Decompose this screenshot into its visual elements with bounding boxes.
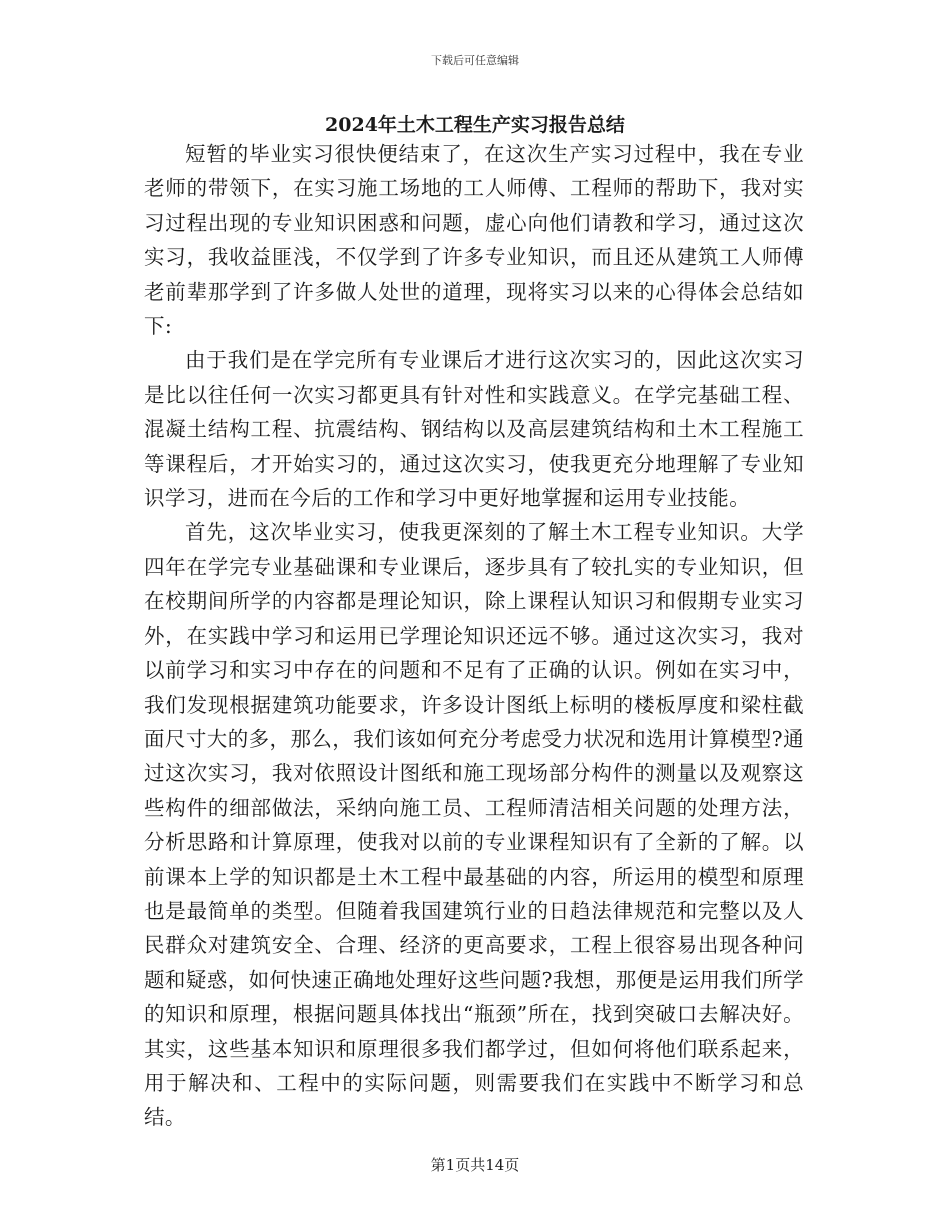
paragraph-2: 由于我们是在学完所有专业课后才进行这次实习的，因此这次实习是比以往任何一次实习都更具有针对性和实践意义。在学完基础工程、混凝土结构工程、抗震结构、钢结构以及高层建筑结构和土木工程施工等课程后，才开始实习的，通过这次实习，使我更充分地理解了专业知识学习，进而在今后的工作和学习中更好地掌握和运用专业技能。 xyxy=(144,348,804,511)
paragraph-1: 短暂的毕业实习很快便结束了，在这次生产实习过程中，我在专业老师的带领下，在实习施工场地的工人师傅、工程师的帮助下，我对实习过程出现的专业知识困惑和问题，虚心向他们请教和学习，通过这次实习，我收益匪浅，不仅学到了许多专业知识，而且还从建筑工人师傅老前辈那学到了许多做人处世的道理，现将实习以来的心得体会总结如下: xyxy=(144,142,804,339)
page-number-footer: 第1页共14页 xyxy=(430,1156,520,1174)
header-note: 下载后可任意编辑 xyxy=(431,54,519,67)
document-body xyxy=(144,137,804,1135)
document-title: 2024年土木工程生产实习报告总结 xyxy=(325,114,625,136)
paragraph-3: 首先，这次毕业实习，使我更深刻的了解土木工程专业知识。大学四年在学完专业基础课和专业课后，逐步具有了较扎实的专业知识，但在校期间所学的内容都是理论知识，除上课程认知识习和假期专业实习外，在实践中学习和运用已学理论知识还远不够。通过这次实习，我对以前学习和实习中存在的问题和不足有了正确的认识。例如在实习中，我们发现根据建筑功能要求，许多设计图纸上标明的楼板厚度和梁柱截面尺寸大的多，那么，我们该如何充分考虑受力状况和选用计算模型?通过这次实习，我对依照设计图纸和施工现场部分构件的测量以及观察这些构件的细部做法，采纳向施工员、工程师清洁相关问题的处理方法，分析思路和计算原理，使我对以前的专业课程知识有了全新的了解。以前课本上学的知识都是土木工程中最基础的内容，所运用的模型和原理也是最简单的类型。但随着我国建筑行业的日趋法律规范和完整以及人民群众对建筑安全、合理、经济的更高要求，工程上很容易出现各种问题和疑惑，如何快速正确地处理好这些问题?我想，那便是运用我们所学的知识和原理，根据问题具体找出“瓶颈”所在，找到突破口去解决好。其实，这些基本知识和原理很多我们都学过，但如何将他们联系起来，用于解决和、工程中的实际问题，则需要我们在实践中不断学习和总结。 xyxy=(144,520,804,1130)
